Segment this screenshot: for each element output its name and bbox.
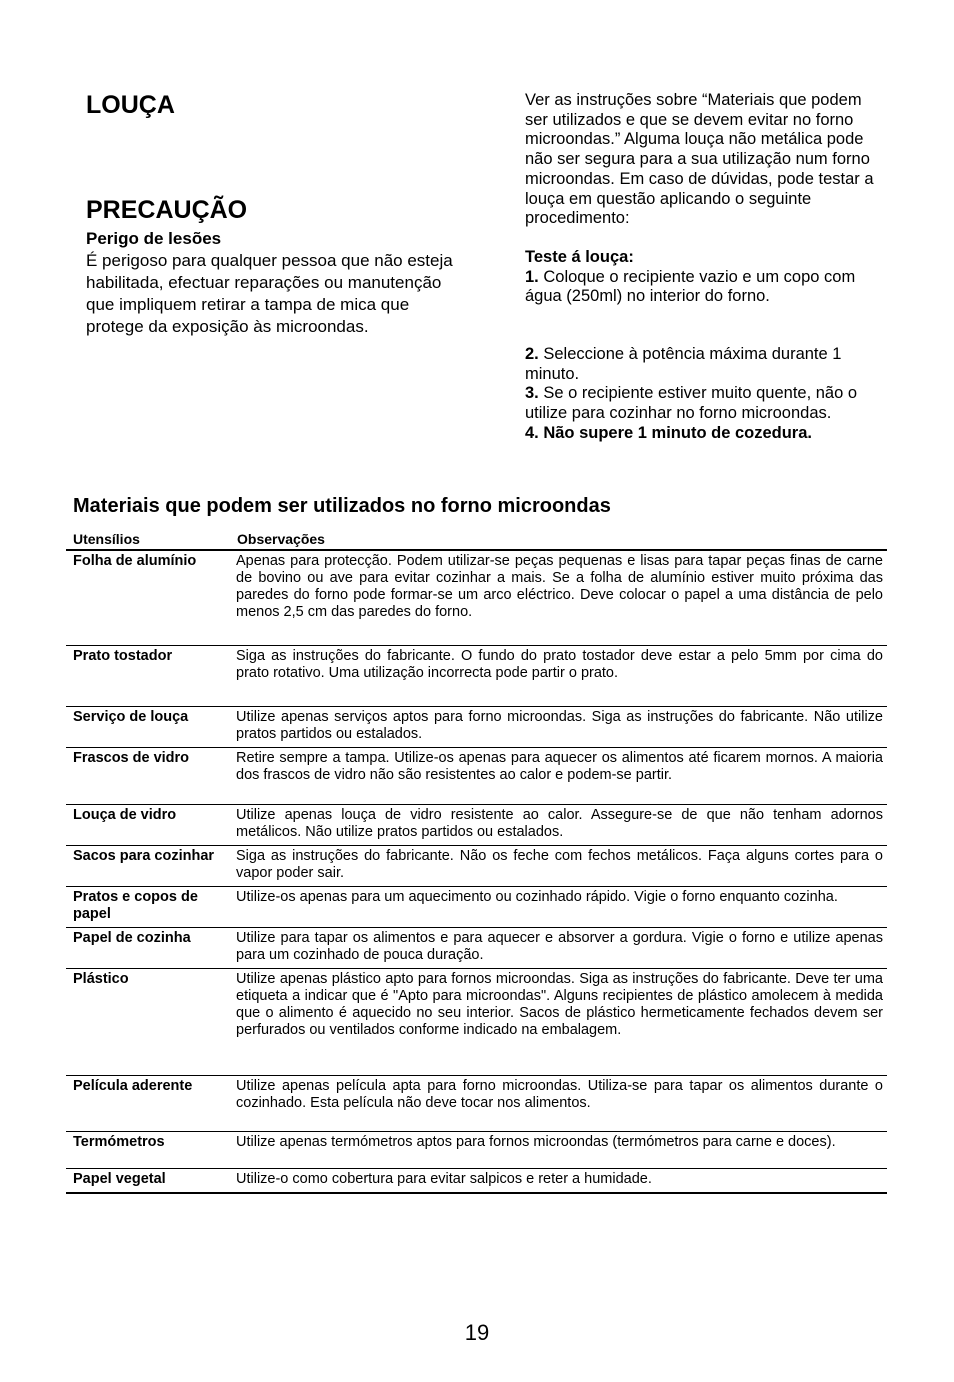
page-number: 19 (464, 1320, 490, 1345)
row-item: Película aderente (66, 1075, 230, 1131)
row-note: Utilize-os apenas para um aquecimento ou cozinhado rápido. Vigie o forno enquanto cozinha. (230, 886, 887, 927)
row-note: Utilize apenas serviços aptos para forno microondas. Siga as instruções do fabricante. Não utilize pratos partidos ou estalados. (230, 706, 887, 747)
table-row (66, 968, 887, 1075)
materials-table (66, 530, 887, 1194)
table-row (66, 550, 887, 645)
materials-title: Materiais que podem ser utilizados no forno microondas (73, 495, 611, 517)
table-header-row (66, 530, 887, 550)
row-note: Utilize apenas película apta para forno microondas. Utiliza-se para tapar os alimentos durante o cozinhado. Esta película não deve tocar nos alimentos. (230, 1075, 887, 1131)
row-note: Utilize apenas plástico apto para fornos microondas. Siga as instruções do fabricante. Deve ter uma etiqueta a indicar que é "Apto para microondas". Alguns recipientes de plástico amolecem à medida que o alimento é aquecido no seu interior. Sacos de plástico hermeticamente fechados devem ser perfurados ou ventilados conforme indicado na embalagem. (230, 968, 887, 1075)
table-row (66, 1131, 887, 1168)
row-note: Siga as instruções do fabricante. Não os feche com fechos metálicos. Faça alguns cortes para o vapor poder sair. (230, 845, 887, 886)
row-item: Termómetros (66, 1131, 230, 1168)
step-3 (525, 384, 885, 423)
row-item: Papel de cozinha (66, 927, 230, 968)
caution-text: É perigoso para qualquer pessoa que não esteja habilitada, efectuar reparações ou manutenção que impliquem retirar a tampa de mica que protege da exposição às microondas. (86, 251, 453, 336)
table-row (66, 747, 887, 804)
row-item: Folha de alumínio (66, 550, 230, 645)
row-note: Utilize apenas termómetros aptos para fornos microondas (termómetros para carne e doces). (230, 1131, 887, 1168)
step-4: 4. Não supere 1 minuto de cozedura. (525, 423, 812, 442)
row-note: Siga as instruções do fabricante. O fundo do prato tostador deve estar a pelo 5mm por cima do prato rotativo. Uma utilização incorrecta pode partir o prato. (230, 645, 887, 706)
row-item: Plástico (66, 968, 230, 1075)
row-item: Frascos de vidro (66, 747, 230, 804)
row-note: Apenas para protecção. Podem utilizar-se peças pequenas e lisas para tapar peças finas de carne de bovino ou ave para evitar cozinhar a mais. Se a folha de alumínio estiver muito próxima das paredes do forno pode formar-se um arco eléctrico. Deve colocar o papel a uma distância de pelo menos 2,5 cm das paredes do forno. (230, 550, 887, 645)
step-1 (525, 268, 885, 307)
table-row (66, 845, 887, 886)
row-note: Retire sempre a tampa. Utilize-os apenas para aquecer os alimentos até ficarem mornos. A maioria dos frascos de vidro não são resistentes ao calor e podem-se partir. (230, 747, 887, 804)
row-note: Utilize-o como cobertura para evitar salpicos e reter a humidade. (230, 1168, 887, 1193)
row-item: Prato tostador (66, 645, 230, 706)
row-item: Louça de vidro (66, 804, 230, 845)
row-item: Serviço de louça (66, 706, 230, 747)
table-row (66, 645, 887, 706)
step-3-number: 3. (525, 384, 539, 403)
row-note: Utilize apenas louça de vidro resistente ao calor. Assegure-se de que não tenham adornos metálicos. Não utilize pratos partidos ou estalados. (230, 804, 887, 845)
caution-subtitle: Perigo de lesões (86, 229, 222, 248)
step-2 (525, 345, 885, 384)
step-3-text: Se o recipiente estiver muito quente, não o utilize para cozinhar no forno microondas. (525, 384, 858, 423)
table-row (66, 886, 887, 927)
header-utensils: Utensílios (66, 530, 230, 550)
step-1-number: 1. (525, 267, 539, 286)
test-instructions (525, 91, 885, 444)
table-row (66, 927, 887, 968)
step-2-text: Seleccione à potência máxima durante 1 minuto. (525, 345, 842, 383)
table-row (66, 804, 887, 845)
row-note: Utilize para tapar os alimentos e para aquecer e absorver a gordura. Vigie o forno e utilize apenas para um cozinhado de pouca duração. (230, 927, 887, 968)
section-title-louca: LOUÇA (86, 91, 175, 119)
row-item: Sacos para cozinhar (66, 845, 230, 886)
row-item: Papel vegetal (66, 1168, 230, 1193)
step-2-number: 2. (525, 345, 539, 364)
test-title: Teste á louça: (525, 247, 634, 266)
header-notes: Observações (230, 530, 887, 550)
table-row (66, 706, 887, 747)
row-item: Pratos e copos de papel (66, 886, 230, 927)
step-1-text: Coloque o recipiente vazio e um copo com água (250ml) no interior do forno. (525, 267, 856, 306)
intro-text: Ver as instruções sobre “Materiais que podem ser utilizados e que se devem evitar no forno microondas.” Alguma louça não metálica pode não ser segura para a sua utilização num forno microondas. Em caso de dúvidas, pode testar a louça em questão aplicando o seguinte procedimento: (525, 91, 874, 228)
table-row (66, 1075, 887, 1131)
table-row (66, 1168, 887, 1193)
caution-title: PRECAUÇÃO (86, 196, 248, 224)
